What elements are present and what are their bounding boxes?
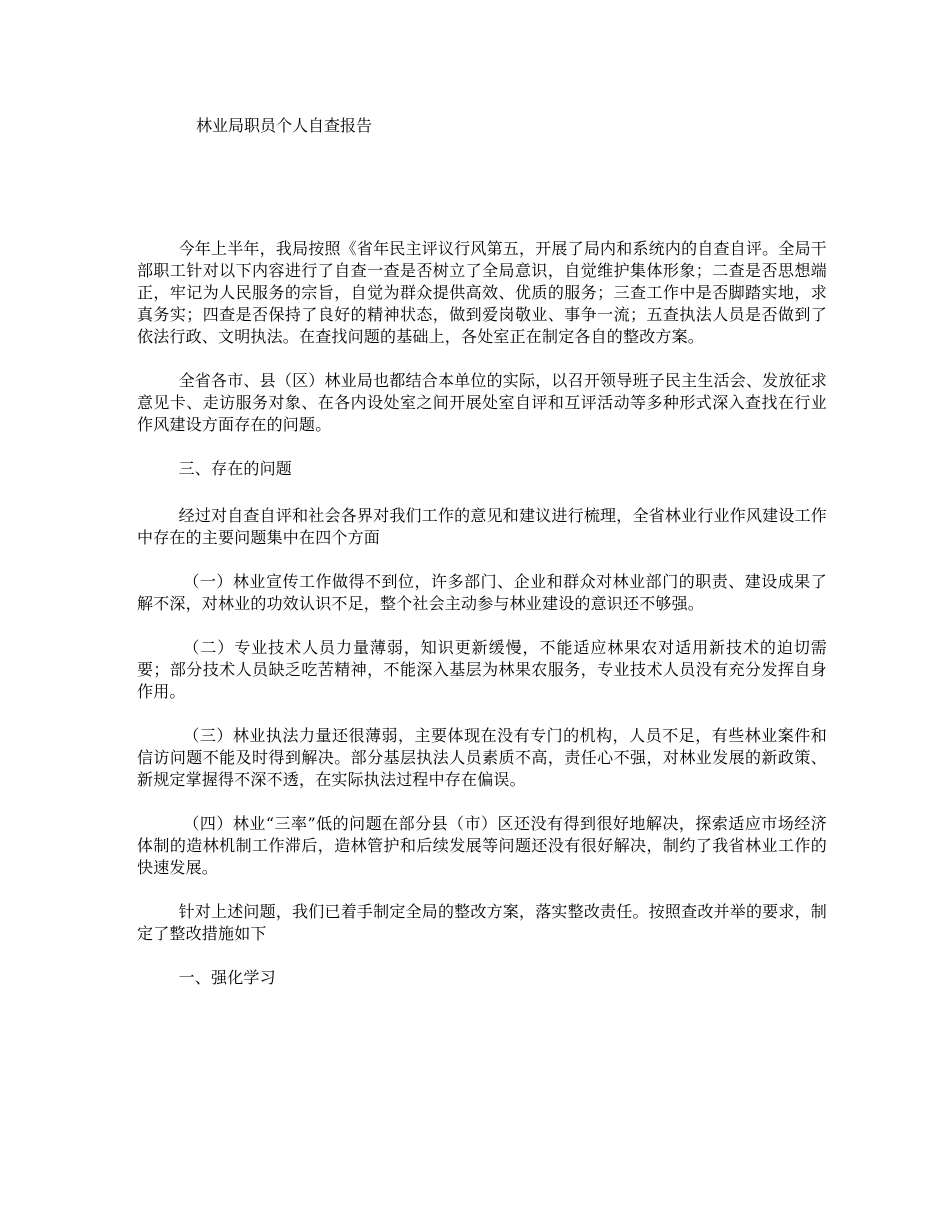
document-body <box>137 238 827 1014</box>
paragraph-problem-2: （二）专业技术人员力量薄弱，知识更新缓慢，不能适应林果农对适用新技术的迫切需要；部分技术人员缺乏吃苦精神，不能深入基层为林果农服务，专业技术人员没有充分发挥自身作用。 <box>137 638 827 701</box>
document-title: 林业局职员个人自查报告 <box>196 116 373 135</box>
paragraph-province-review: 全省各市、县（区）林业局也都结合本单位的实际，以召开领导班子民主生活会、发放征求意见卡、走访服务对象、在各内设处室之间开展处室自评和互评活动等多种形式深入查找在行业作风建设方面存在的问题。 <box>137 371 827 434</box>
paragraph-problems-intro: 经过对自查自评和社会各界对我们工作的意见和建议进行梳理，全省林业行业作风建设工作中存在的主要问题集中在四个方面 <box>137 506 827 547</box>
paragraph-self-review: 今年上半年，我局按照《省年民主评议行风第五，开展了局内和系统内的自查自评。全局干部职工针对以下内容进行了自查一查是否树立了全局意识，自觉维护集体形象；二查是否思想端正，牢记为人民服务的宗旨，自觉为群众提供高效、优质的服务；三查工作中是否脚踏实地，求真务实；四查是否保持了良好的精神状态，做到爱岗敬业、事争一流；五查执法人员是否做到了依法行政、文明执法。在查找问题的基础上，各处室正在制定各自的整改方案。 <box>137 239 827 346</box>
paragraph-problem-1: （一）林业宣传工作做得不到位，许多部门、企业和群众对林业部门的职责、建设成果了解不深，对林业的功效认识不足，整个社会主动参与林业建设的意识还不够强。 <box>137 572 827 613</box>
paragraph-problem-4: （四）林业“三率”低的问题在部分县（市）区还没有得到很好地解决，探索适应市场经济体制的造林机制工作滞后，造林管护和后续发展等问题还没有很好解决，制约了我省林业工作的快速发展。 <box>137 814 827 877</box>
section-heading-problems: 三、存在的问题 <box>178 459 292 478</box>
paragraph-rectification: 针对上述问题，我们已着手制定全局的整改方案，落实整改责任。按照查改并举的要求，制定了整改措施如下 <box>137 902 827 943</box>
paragraph-problem-3: （三）林业执法力量还很薄弱，主要体现在没有专门的机构，人员不足，有些林业案件和信访问题不能及时得到解决。部分基层执法人员素质不高，责任心不强，对林业发展的新政策、新规定掌握得不深不透，在实际执法过程中存在偏误。 <box>137 726 827 789</box>
section-heading-study: 一、强化学习 <box>178 968 276 987</box>
